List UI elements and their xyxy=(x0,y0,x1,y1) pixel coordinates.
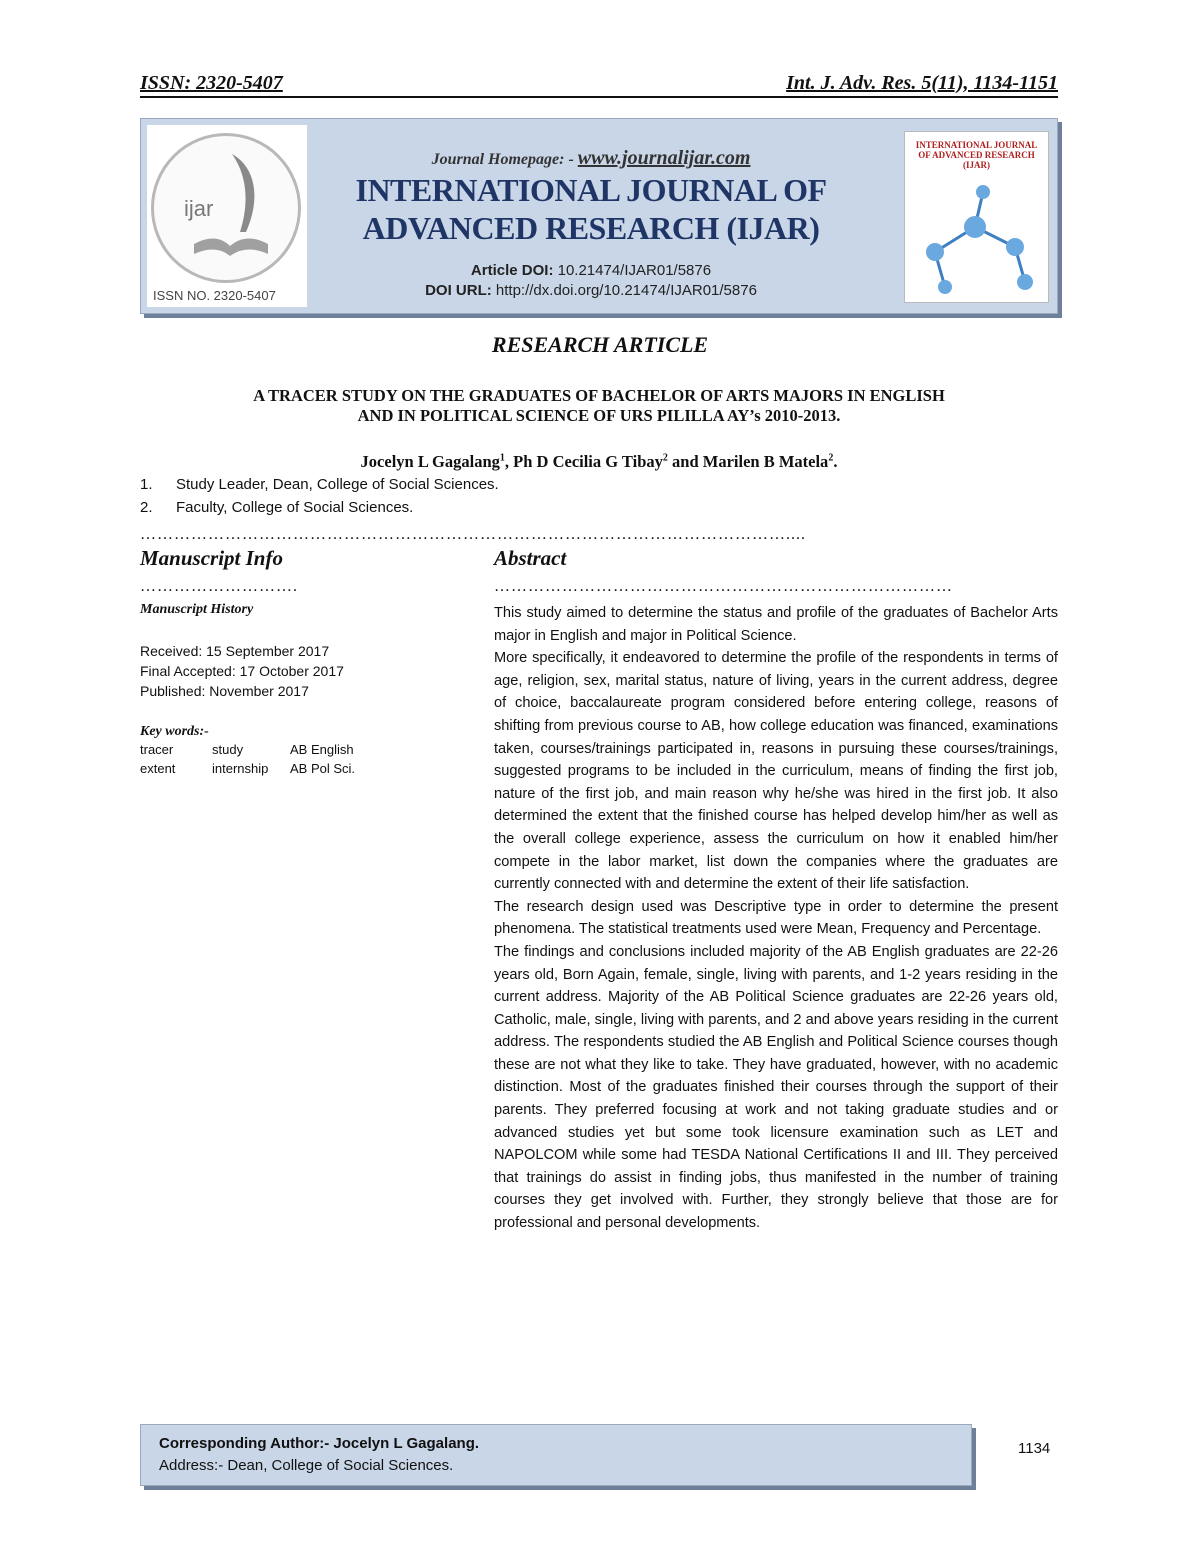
author-list xyxy=(140,452,1058,472)
journal-title-line2: ADVANCED RESEARCH (IJAR) xyxy=(362,210,820,246)
keyword: internship xyxy=(212,761,269,776)
keyword: AB English xyxy=(290,742,354,757)
author-end: . xyxy=(833,452,838,471)
author-name: Ph D Cecilia G Tibay xyxy=(513,452,663,471)
affiliation-number: 2. xyxy=(140,499,153,516)
paper-title xyxy=(140,386,1058,426)
paper-title-line2: AND IN POLITICAL SCIENCE OF URS PILILLA AY’s 2010-2013. xyxy=(357,406,841,425)
author-separator: and xyxy=(667,452,703,471)
doi-url-link[interactable]: http://dx.doi.org/10.21474/IJAR01/5876 xyxy=(495,282,757,299)
doi-url-label: DOI URL: xyxy=(425,282,492,299)
keyword: study xyxy=(212,742,244,757)
molecule-icon xyxy=(905,132,1049,303)
author-separator: , xyxy=(504,452,514,471)
corresponding-author-box xyxy=(140,1424,972,1486)
journal-banner xyxy=(140,118,1058,314)
author-name: Jocelyn L Gagalang xyxy=(360,452,500,471)
author-sup: 2 xyxy=(662,452,668,464)
page-number: 1134 xyxy=(1018,1440,1051,1457)
article-type: RESEARCH ARTICLE xyxy=(491,332,709,357)
accepted-date: Final Accepted: 17 October 2017 xyxy=(140,663,344,679)
keywords-label: Key words:- xyxy=(140,724,209,739)
affiliation-item xyxy=(140,499,413,516)
abstract-body xyxy=(494,602,1058,1235)
affiliation-text: Faculty, College of Social Sciences. xyxy=(176,499,414,516)
homepage-link[interactable]: www.journalijar.com xyxy=(577,147,751,169)
homepage-label: Journal Homepage: - xyxy=(431,151,574,168)
banner-center xyxy=(311,119,871,315)
abstract-paragraph: The research design used was Descriptive type in order to determine the present phenomena. The statistical treatments used were Mean, Frequency and Percentage. xyxy=(494,898,1058,938)
separator-dots: …………………………………………………………………………………………………….... xyxy=(140,526,806,543)
journal-title-line1: INTERNATIONAL JOURNAL OF xyxy=(355,172,827,208)
journal-homepage xyxy=(311,147,871,170)
keyword: tracer xyxy=(140,742,174,757)
paper-title-line1: A TRACER STUDY ON THE GRADUATES OF BACHELOR OF ARTS MAJORS IN ENGLISH xyxy=(253,386,945,405)
abstract-paragraph: The findings and conclusions included majority of the AB English graduates are 22-26 years old, Born Again, female, single, living with parents, and 1-2 years residing in the current address. Majority of the AB Political Science graduates are 22-26 years old, Catholic, male, single, living with parents, and 2 and above years residing in the current address. The respondents studied the AB English and Political Science courses though these are not what they like to take. They have graduated, however, with no academic distinction. Most of the graduates finished their courses through the support of their parents. They preferred focusing at work and not taking graduate studies and or advanced studies yet but some took licensure examination such as LET and NAPOLCOM while some had TESDA National Certifications II and III. They perceived that trainings do assist in finding jobs, thus manifested in the number of training courses they get involved with. Further, they strongly believe that those are for professional and personal developments. xyxy=(494,943,1058,1232)
author-sup: 2 xyxy=(828,452,834,464)
journal-cover-image xyxy=(904,131,1049,303)
doi-block xyxy=(311,261,871,301)
abstract-paragraph: More specifically, it endeavored to determine the profile of the respondents in terms of age, religion, sex, marital status, nature of living, years in the current address, degree of choice, baccalaureate program considered before entering college, reasons of shifting from previous course to AB, how college education was financed, examinations taken, courses/trainings participated in, reasons in pursuing these courses/trainings, suggested programs to be included in the curriculum, means of finding the first job, nature of the first job, and main reason why he/she was hired in the first job. It also determined the extent that the finished course has helped develop him/her as well as the overall college experience, assess the curriculum on how it enabled him/her compete in the labor market, list down the companies where the graduates are currently connected with and determine the extent of their life satisfaction. xyxy=(494,650,1058,893)
separator-dots-left: ………………………. xyxy=(140,578,298,595)
manuscript-history-label: Manuscript History xyxy=(140,602,254,617)
logo-issn: ISSN NO. 2320-5407 xyxy=(153,288,276,303)
header-issn: ISSN: 2320-5407 xyxy=(140,72,283,94)
author-address: Address:- Dean, College of Social Sciences. xyxy=(159,1457,454,1474)
abstract-paragraph: This study aimed to determine the status and profile of the graduates of Bachelor Arts major in English and major in Political Science. xyxy=(494,605,1058,644)
affiliation-item xyxy=(140,476,499,493)
quill-book-icon xyxy=(154,136,304,286)
keyword: extent xyxy=(140,761,176,776)
doi-value: 10.21474/IJAR01/5876 xyxy=(557,262,712,279)
logo-emblem xyxy=(151,133,301,283)
logo-text: ijar xyxy=(184,196,214,221)
received-date: Received: 15 September 2017 xyxy=(140,643,330,659)
affiliation-text: Study Leader, Dean, College of Social Sciences. xyxy=(176,476,499,493)
author-sup: 1 xyxy=(499,452,505,464)
corresponding-author: Corresponding Author:- Jocelyn L Gagalang. xyxy=(159,1435,480,1452)
keyword: AB Pol Sci. xyxy=(290,761,356,776)
journal-title xyxy=(311,171,871,247)
cover-title: INTERNATIONAL JOURNAL OF ADVANCED RESEARCH (IJAR) xyxy=(915,140,1038,170)
author-name: Marilen B Matela xyxy=(702,452,829,471)
abstract-heading: Abstract xyxy=(494,546,567,570)
separator-dots-right: ……………………………………………………………………… xyxy=(494,578,953,595)
journal-logo xyxy=(147,125,307,307)
header-citation: Int. J. Adv. Res. 5(11), 1134-1151 xyxy=(786,72,1058,94)
manuscript-info-heading: Manuscript Info xyxy=(140,546,283,570)
published-date: Published: November 2017 xyxy=(140,683,309,699)
running-head xyxy=(140,72,1058,98)
affiliation-number: 1. xyxy=(140,476,153,493)
doi-label: Article DOI: xyxy=(470,262,554,279)
